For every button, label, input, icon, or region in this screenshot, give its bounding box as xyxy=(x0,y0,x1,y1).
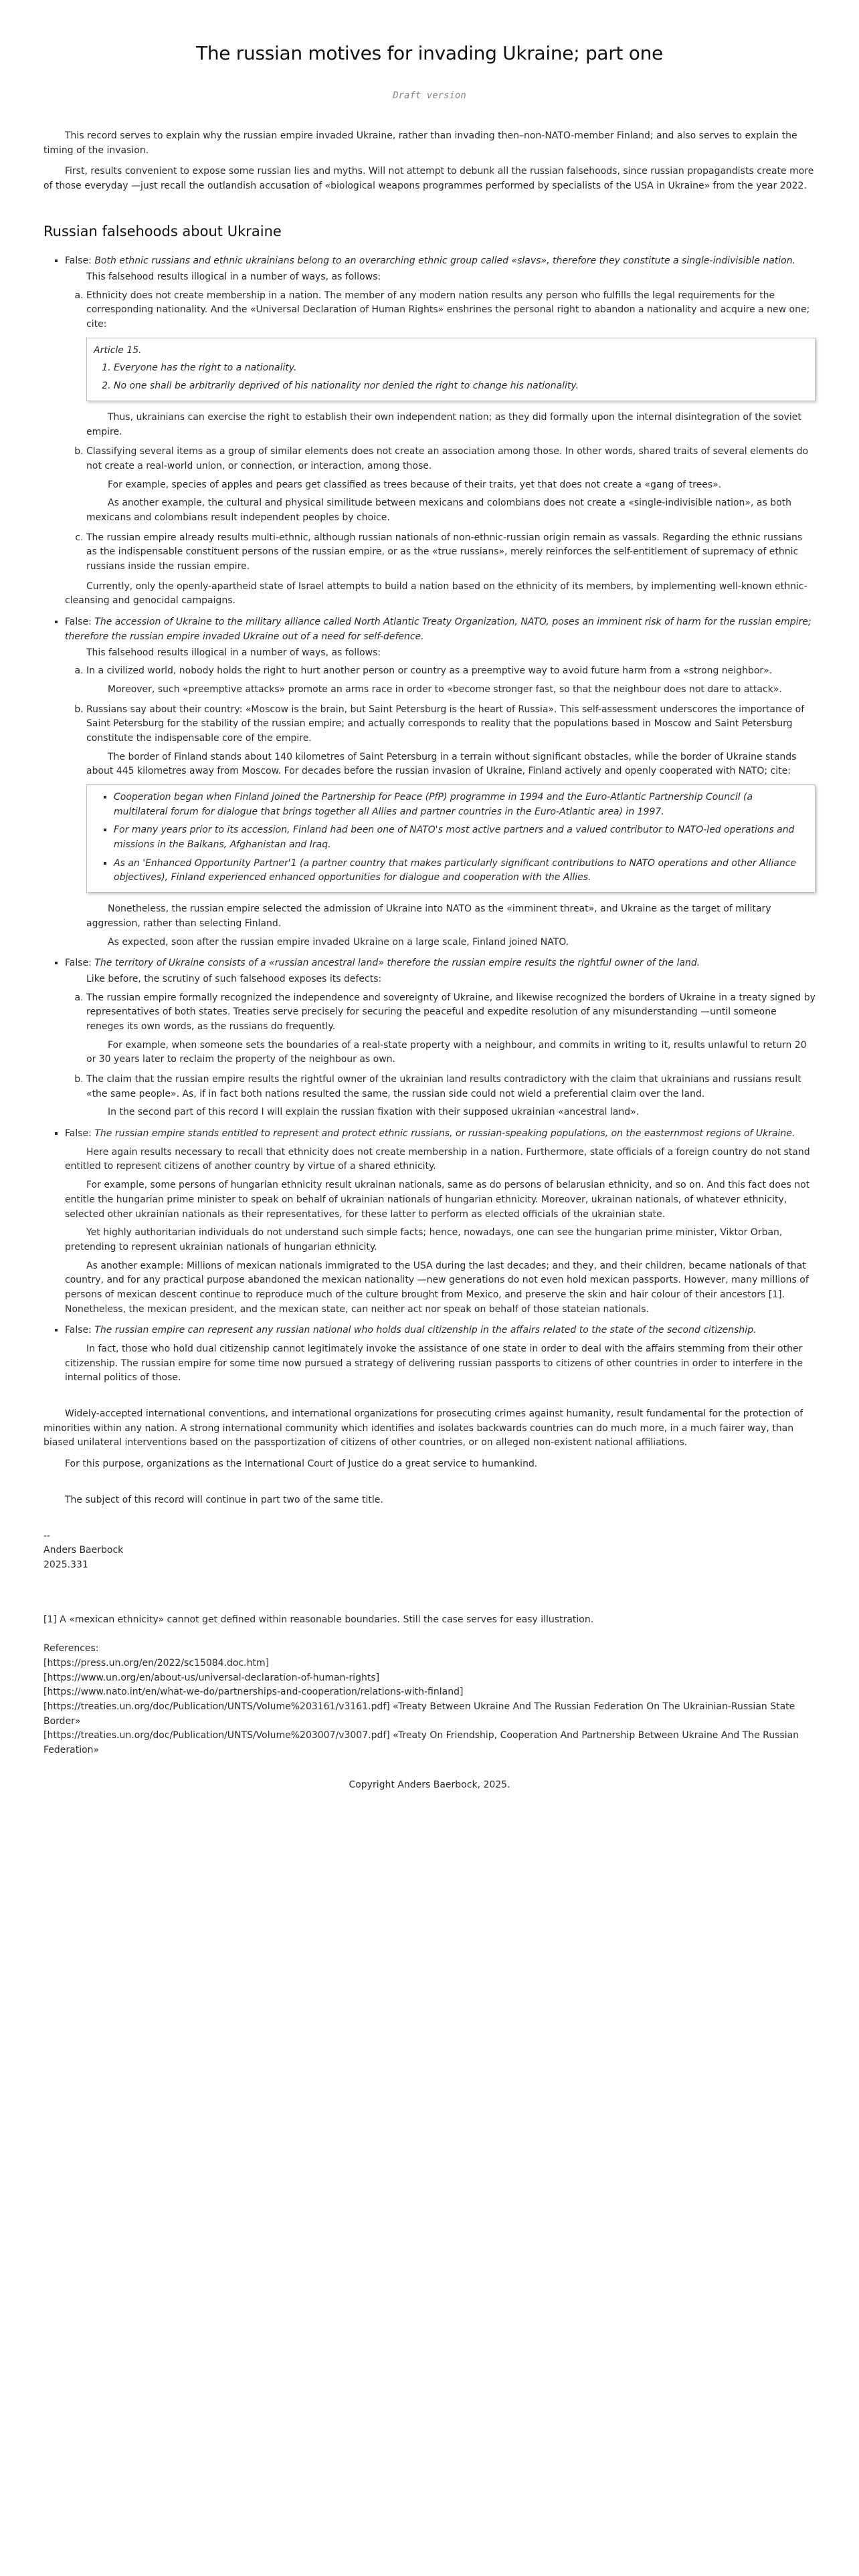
falsehood-item xyxy=(65,956,816,1120)
citation-box xyxy=(86,338,816,401)
rebuttal-item xyxy=(86,664,816,697)
intro-paragraph: First, results convenient to expose some russian lies and myths. Will not attempt to debunk all the russian falsehoods, since russian propagandists create more of those everyday —just recall the outlandish accusation of «biological weapons programmes performed by specialists of the USA in Ukraine» from the year 2022. xyxy=(43,166,814,192)
rebuttal-text: Ethnicity does not create membership in a nation. The member of any modern nation results any person who fulfills the legal requirements for the corresponding nationality. And the «Universal Declaration of Human Rights» enshrines the personal right to abandon a nationality and acquire a new one; cite: xyxy=(86,290,810,330)
citation-item: 1. Everyone has the right to a nationality. xyxy=(114,361,808,376)
rebuttal-paragraph: Here again results necessary to recall that ethnicity does not create membership in a nation. Furthermore, state officials of a foreign country do not stand entitled to represent citizens of another country by virtue of a shared ethnicity. xyxy=(65,1146,810,1172)
claim-conclusion: Currently, only the openly-apartheid state of Israel attempts to build a nation based on the ethnicity of its members, by implementing well-known ethnic-cleansing and genocidal campaigns. xyxy=(65,580,807,607)
rebuttal-item xyxy=(86,1073,816,1120)
rebuttal-paragraph: As another example: Millions of mexican nationals immigrated to the USA during the last decades; and they, and their children, became nationals of that country, and for any practical purpose abandoned the mexican nationality —new generations do not even hold mexican passports. However, many millions of persons of mexican descent continue to reproduce much of the culture brought from Mexico, and preserve the skin and hair colour of their ancestors [1]. Nonetheless, the mexican president, and the mexican state, can neither act nor speak on behalf of those stateian nationals. xyxy=(65,1260,809,1315)
rebuttal-followup: The border of Finland stands about 140 kilometres of Saint Petersburg in a terrain without significant obstacles, while the border of Ukraine stands about 445 kilometres away from Moscow. For decades before the russian invasion of Ukraine, Finland actively and openly cooperated with NATO; cite: xyxy=(86,751,797,777)
falsehood-list xyxy=(43,254,816,1386)
rebuttal-list xyxy=(65,289,816,574)
footnote: [1] A «mexican ethnicity» cannot get defined within reasonable boundaries. Still the case serves for easy illustration. xyxy=(43,1614,594,1625)
citation-list xyxy=(94,790,808,885)
references-title: References: xyxy=(43,1643,99,1654)
rebuttal-paragraph: In fact, those who hold dual citizenship cannot legitimately invoke the assistance of one state in order to deal with the affairs stemming from their other citizenship. The russian empire for some time now pursued a strategy of delivering russian passports to citizens of other countries in order to interfere in the internal politics of those. xyxy=(65,1344,803,1384)
false-label: False: xyxy=(65,255,92,267)
citation-item: ▪ For many years prior to its accession, Finland had been one of NATO's most active partners and a valued contributor to NATO-led operations and missions in the Balkans, Afghanistan and Iraq. xyxy=(114,823,808,852)
rebuttal-paragraph: Yet highly authoritarian individuals do not understand such simple facts; hence, nowadays, one can see the hungarian prime minister, Viktor Orban, pretending to represent ukrainian nationals of hungarian ethnicity. xyxy=(65,1227,783,1253)
citation-title: Article 15. xyxy=(94,344,142,356)
false-label: False: xyxy=(65,1128,92,1140)
reference-link[interactable]: [https://treaties.un.org/doc/Publication/UNTS/Volume%203161/v3161.pdf] «Treaty Between Ukraine And The Russian Federation On The Ukrainian-Russian State Border» xyxy=(43,1701,795,1727)
citation-list xyxy=(94,361,808,394)
citation-item: 2. No one shall be arbitrarily deprived of his nationality nor denied the right to change his nationality. xyxy=(114,379,808,394)
copyright: Copyright Anders Baerbock, 2025. xyxy=(349,1779,510,1790)
closing-paragraph: For this purpose, organizations as the International Court of Justice do a great service to humankind. xyxy=(65,1459,538,1470)
falsehood-item xyxy=(65,1127,816,1317)
rebuttal-list xyxy=(65,991,816,1121)
rebuttal-list xyxy=(65,664,816,950)
signature-separator: -- xyxy=(43,1530,51,1541)
intro-paragraph: This record serves to explain why the russian empire invaded Ukraine, rather than invading then–non-NATO-member Finland; and also serves to explain the timing of the invasion. xyxy=(43,130,797,156)
rebuttal-followup: Thus, ukrainians can exercise the right to establish their own independent nation; as they did formally upon the internal disintegration of the soviet empire. xyxy=(86,411,801,437)
falsehood-item xyxy=(65,615,816,950)
rebuttal-text: Classifying several items as a group of similar elements does not create an association among those. In other words, shared traits of several elements do not create a real-world union, or connection, or interaction, among those. xyxy=(86,446,809,471)
reference-link[interactable]: [https://www.un.org/en/about-us/universal-declaration-of-human-rights] xyxy=(43,1672,380,1683)
rebuttal-example: For example, species of apples and pears get classified as trees because of their traits, yet that does not create a «gang of trees». xyxy=(108,479,722,490)
references xyxy=(43,1642,816,1758)
false-label: False: xyxy=(65,958,92,969)
lead-text: This falsehood results illogical in a number of ways, as follows: xyxy=(86,647,381,658)
citation-box xyxy=(86,784,816,893)
author-name: Anders Baerbock xyxy=(43,1545,124,1556)
rebuttal-item xyxy=(86,703,816,950)
rebuttal-followup: Nonetheless, the russian empire selected the admission of Ukraine into NATO as the «imminent threat», and Ukraine as the target of military aggression, rather than selecting Finland. xyxy=(86,903,771,929)
falsehood-item xyxy=(65,1323,816,1386)
section-heading: Russian falsehoods about Ukraine xyxy=(43,223,282,239)
rebuttal-text: Russians say about their country: «Moscow is the brain, but Saint Petersburg is the heart of Russia». This self-assessment underscores the importance of Saint Petersburg for the stability of the russian empire; and actually corresponds to reality that the populations based in Moscow and Saint Petersburg constitute the indispensable core of the empire. xyxy=(86,704,805,744)
lead-text: Like before, the scrutiny of such falsehood exposes its defects: xyxy=(86,973,382,984)
rebuttal-item xyxy=(86,991,816,1067)
rebuttal-item xyxy=(86,289,816,440)
draft-label: Draft version xyxy=(393,90,466,102)
citation-item: ▪ Cooperation began when Finland joined the Partnership for Peace (PfP) programme in 1994 and the Euro-Atlantic Partnership Council (a multilateral forum for dialogue that brings together all Allies and partner countries in the Euro-Atlantic area) in 1997. xyxy=(114,790,808,819)
rebuttal-item xyxy=(86,445,816,525)
page-title: The russian motives for invading Ukraine; part one xyxy=(196,42,663,64)
rebuttal-text: In a civilized world, nobody holds the right to hurt another person or country as a preemptive way to avoid future harm from a «strong neighbor». xyxy=(86,665,773,677)
closing-paragraph: Widely-accepted international conventions, and international organizations for prosecuting crimes against humanity, result fundamental for the protection of minorities within any nation. A strong international community which identifies and isolates backwards countries can do much more, in a much fairer way, than biased unilateral interventions based on the passportization of citizens of other countries, or on alleged non-existent national affiliations. xyxy=(43,1408,803,1448)
rebuttal-followup: As expected, soon after the russian empire invaded Ukraine on a large scale, Finland joined NATO. xyxy=(108,936,569,948)
falsehood-claim: The russian empire can represent any russian national who holds dual citizenship in the affairs related to the state of the second citizenship. xyxy=(94,1325,757,1336)
rebuttal-followup: Moreover, such «preemptive attacks» promote an arms race in order to «become stronger fast, so that the neighbour does not dare to attack». xyxy=(108,683,782,695)
falsehood-claim: The accession of Ukraine to the military alliance called North Atlantic Treaty Organization, NATO, poses an imminent risk of harm for the russian empire; therefore the russian empire invaded Ukraine out of a need for self-defence. xyxy=(65,617,812,642)
rebuttal-text: The russian empire already results multi-ethnic, although russian nationals of non-ethnic-russian origin remain as vassals. Regarding the ethnic russians as the indispensable constituent persons of the russian empire, or as the «true russians», merely reinforces the self-entitlement of supremacy of ethnic russians inside the russian empire. xyxy=(86,532,803,572)
citation-item: ▪ As an 'Enhanced Opportunity Partner'1 (a partner country that makes particularly significant contributions to NATO operations and other Alliance objectives), Finland experienced enhanced opportunities for dialogue and cooperation with the Allies. xyxy=(114,857,808,885)
rebuttal-item xyxy=(86,531,816,574)
rebuttal-text: The russian empire formally recognized the independence and sovereignty of Ukraine, and likewise recognized the borders of Ukraine in a treaty signed by representatives of both states. Treaties serve precisely for securing the peaceful and expedite resolution of any misunderstanding —until someone reneges its own words, as the russians do frequently. xyxy=(86,992,816,1032)
falsehood-claim: Both ethnic russians and ethnic ukrainians belong to an overarching ethnic group called «slavs», therefore they constitute a single-indivisible nation. xyxy=(94,255,796,267)
falsehood-item xyxy=(65,254,816,609)
falsehood-claim: The russian empire stands entitled to represent and protect ethnic russians, or russian-speaking populations, on the easternmost regions of Ukraine. xyxy=(94,1128,795,1140)
reference-link[interactable]: [https://treaties.un.org/doc/Publication/UNTS/Volume%203007/v3007.pdf] «Treaty On Friendship, Cooperation And Partnership Between Ukraine And The Russian Federation» xyxy=(43,1730,799,1756)
closing-paragraph: The subject of this record will continue in part two of the same title. xyxy=(65,1494,383,1505)
reference-link[interactable]: [https://press.un.org/en/2022/sc15084.doc.htm] xyxy=(43,1657,270,1669)
rebuttal-text: The claim that the russian empire results the rightful owner of the ukrainian land results contradictory with the claim that ukrainians and russians result «the same people». As, if in fact both nations resulted the same, the russian side could not wield a preferential claim over the land. xyxy=(86,1074,801,1099)
lead-text: This falsehood results illogical in a number of ways, as follows: xyxy=(86,272,381,283)
reference-link[interactable]: [https://www.nato.int/en/what-we-do/partnerships-and-cooperation/relations-with-finland] xyxy=(43,1687,464,1698)
false-label: False: xyxy=(65,1325,92,1336)
rebuttal-followup: In the second part of this record I will explain the russian fixation with their supposed ukrainian «ancestral land». xyxy=(108,1107,640,1118)
rebuttal-example: As another example, the cultural and physical similitude between mexicans and colombians does not create a «single-indivisible nation», as both mexicans and colombians result independent peoples by choice. xyxy=(86,498,791,523)
false-label: False: xyxy=(65,617,92,628)
signature xyxy=(43,1529,816,1573)
signature-date: 2025.331 xyxy=(43,1559,88,1570)
rebuttal-example: For example, when someone sets the boundaries of a real-state property with a neighbour, and commits in writing to it, results unlawful to return 20 or 30 years later to reclaim the property of the neighbour as own. xyxy=(86,1039,807,1065)
falsehood-claim: The territory of Ukraine consists of a «russian ancestral land» therefore the russian empire results the rightful owner of the land. xyxy=(94,958,700,969)
rebuttal-paragraph: For example, some persons of hungarian ethnicity result ukrainan nationals, same as do persons of belarusian ethnicity, and so on. And this fact does not entitle the hungarian prime minister to speak on behalf of ukrainian nationals of hungarian ethnicity. Moreover, ukrainan nationals, of whatever ethnicity, selected other ukrainian nationals as their representatives, for these latter to perform as elected officials of the ukrainian state. xyxy=(65,1180,810,1220)
